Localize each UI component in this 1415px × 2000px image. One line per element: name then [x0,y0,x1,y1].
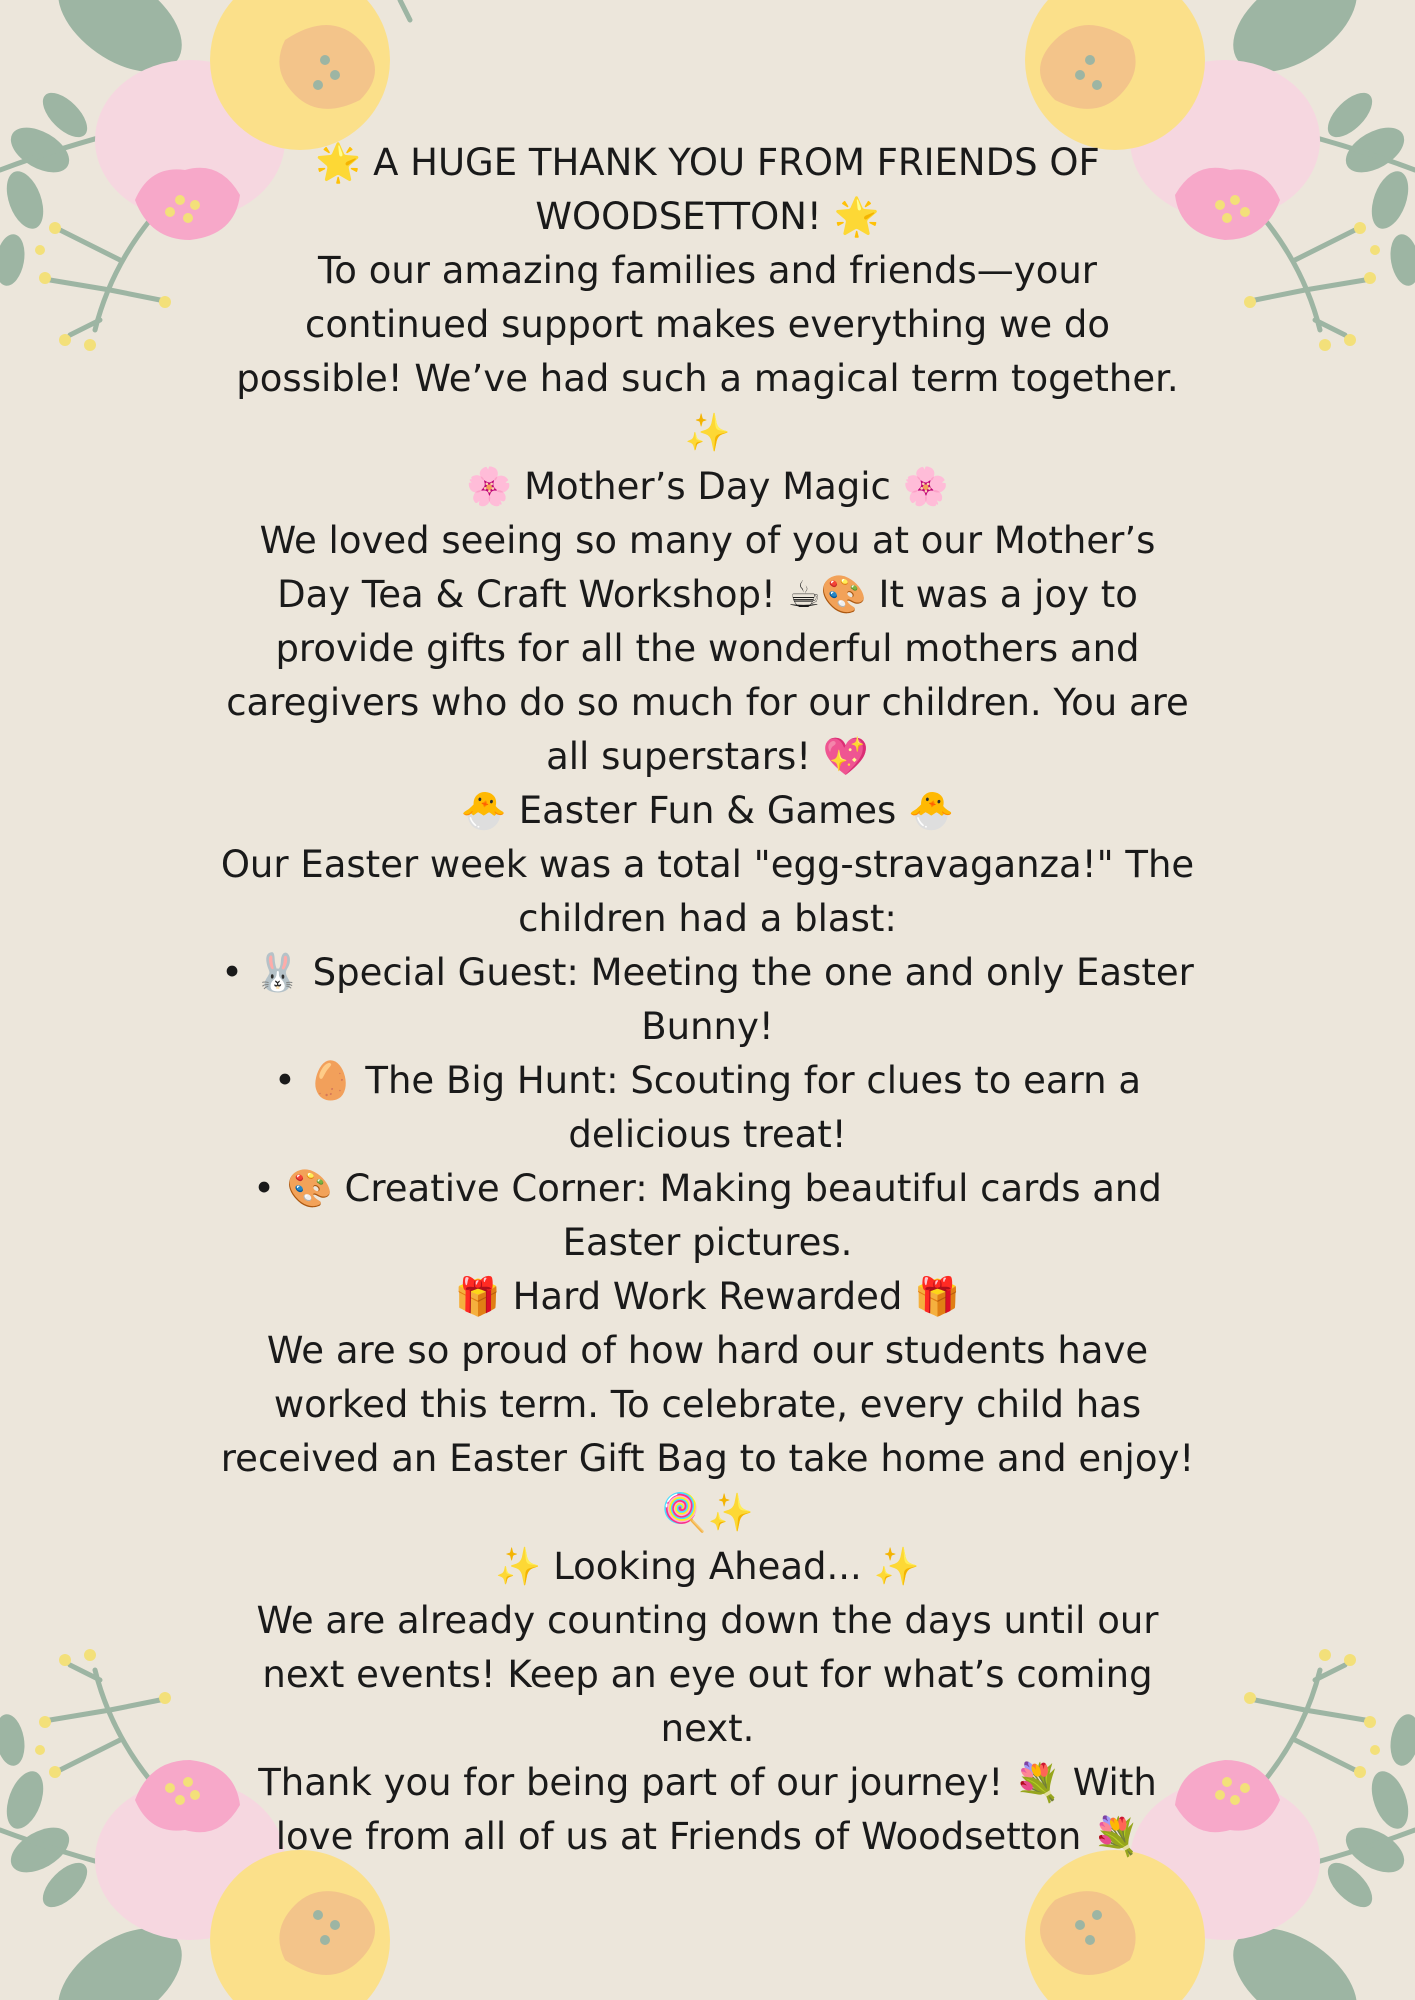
section-body-mothers-day: We loved seeing so many of you at our Mother’s Day Tea & Craft Workshop! ☕🎨 It was a joy to provide gifts for all the wonderful mothers and caregivers who do so much for our children. You are all superstars! 💖 [226,519,1189,778]
list-item: • 🥚 The Big Hunt: Scouting for clues to earn a delicious treat! [220,1054,1195,1162]
section-heading-hard-work: 🎁 Hard Work Rewarded 🎁 [454,1275,961,1318]
section-body-looking-ahead: We are already counting down the days until our next events! Keep an eye out for what’s coming next. [256,1599,1159,1750]
section-body-hard-work: We are so proud of how hard our students have worked this term. To celebrate, every child has received an Easter Gift Bag to take home and enjoy! 🍭✨ [220,1329,1195,1534]
list-item: • 🎨 Creative Corner: Making beautiful cards and Easter pictures. [220,1162,1195,1270]
letter-title: 🌟 A HUGE THANK YOU FROM FRIENDS OF WOODSETTON! 🌟 [315,141,1100,238]
letter-intro: To our amazing families and friends—your continued support makes everything we do possible! We’ve had such a magical term together. ✨ [236,249,1179,454]
section-body-easter: Our Easter week was a total "egg-stravaganza!" The children had a blast: [220,843,1195,940]
section-heading-easter: 🐣 Easter Fun & Games 🐣 [460,789,955,832]
section-heading-mothers-day: 🌸 Mother’s Day Magic 🌸 [466,465,949,508]
letter-closing: Thank you for being part of our journey! 💐 With love from all of us at Friends of Woodsetton 💐 [258,1761,1157,1858]
letter-content [220,136,1195,1864]
list-item: • 🐰 Special Guest: Meeting the one and only Easter Bunny! [220,946,1195,1054]
section-heading-looking-ahead: ✨ Looking Ahead... ✨ [495,1545,920,1588]
